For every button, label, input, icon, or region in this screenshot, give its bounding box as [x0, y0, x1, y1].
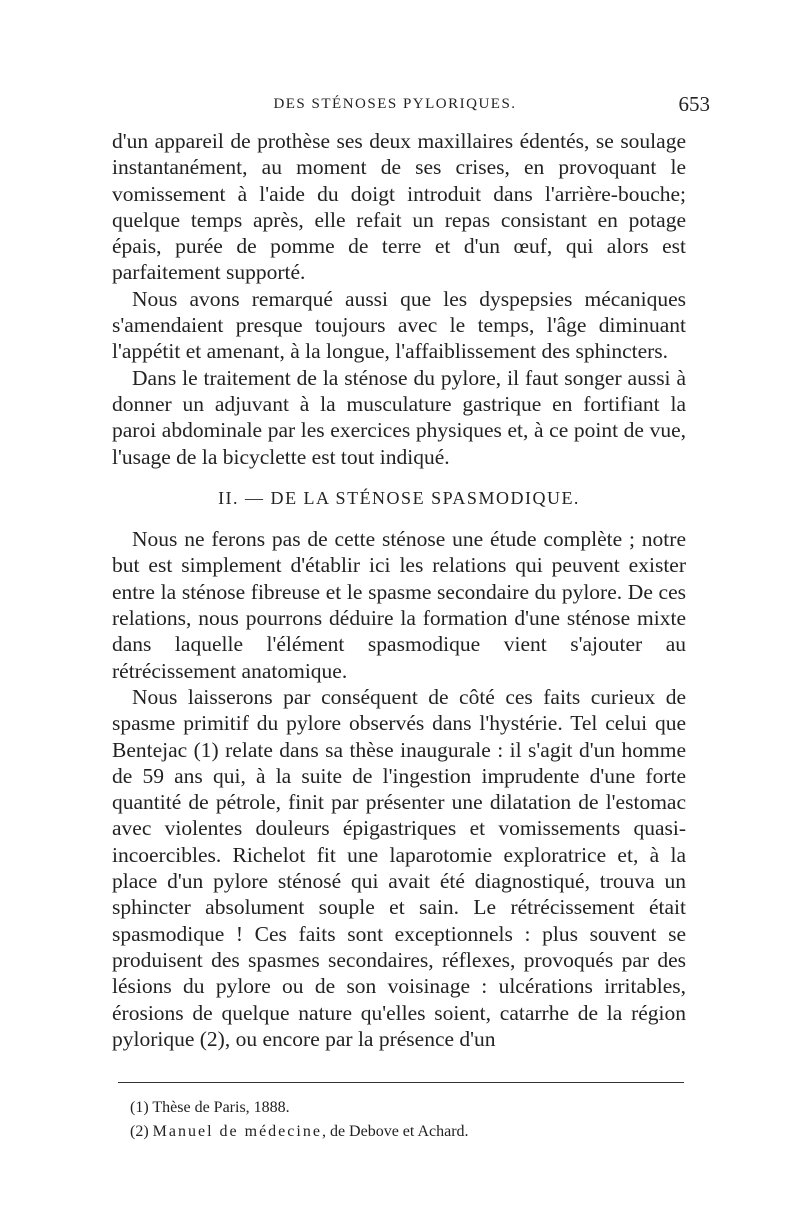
footnote-1: (1) Thèse de Paris, 1888. [130, 1099, 290, 1116]
footnote-2-marker: (2) [130, 1123, 153, 1140]
body-text [112, 128, 686, 1052]
section-heading [112, 485, 686, 511]
section-heading-number: II. — D [218, 487, 286, 508]
footnotes [130, 1096, 690, 1144]
footnote-2 [130, 1120, 690, 1144]
page-number: 653 [678, 92, 710, 116]
paragraph: Nous avons remarqué aussi que les dyspepsies mécaniques s'amendaient presque toujours avec le temps, l'âge diminuant l'appétit et amenant, à la longue, l'affaiblissement des sphincters. [112, 286, 686, 364]
paragraph-continued: d'un appareil de prothèse ses deux maxillaires édentés, se soulage instantanément, au moment de ses crises, en provoquant le vomissement à l'aide du doigt introduit dans l'arrière-bouche; quelque temps après, elle refait un repas consistant en potage épais, purée de pomme de terre et d'un œuf, qui alors est parfaitement supporté. [112, 129, 686, 285]
section-heading-title: E LA STÉNOSE SPASMODIQUE. [285, 487, 580, 508]
footnote-rule [118, 1082, 684, 1083]
paragraph: Nous laisserons par conséquent de côté ces faits curieux de spasme primitif du pylore observés dans l'hystérie. Tel celui que Bentejac (1) relate dans sa thèse inaugurale : il s'agit d'un homme de 59 ans qui, à la suite de l'ingestion imprudente d'une forte quantité de pétrole, finit par présenter une dilatation de l'estomac avec violentes douleurs épigastriques et vomissements quasi-incoercibles. Richelot fit une laparotomie exploratrice et, à la place d'un pylore sténosé qui avait été diagnostiqué, trouva un sphincter absolument souple et sain. Le rétrécissement était spasmodique ! Ces faits sont exceptionnels : plus souvent se produisent des spasmes secondaires, réflexes, provoqués par des lésions du pylore ou de son voisinage : ulcérations irritables, érosions de quelque nature qu'elles soient, catarrhe de la région pylorique (2), ou encore par la présence d'un [112, 684, 686, 1051]
paragraph: Dans le traitement de la sténose du pylore, il faut songer aussi à donner un adjuvant à la musculature gastrique en fortifiant la paroi abdominale par les exercices physiques et, à ce point de vue, l'usage de la bicyclette est tout indiqué. [112, 365, 686, 469]
footnote-2-authors: , de Debove et Achard. [321, 1123, 469, 1140]
paragraph: Nous ne ferons pas de cette sténose une étude complète ; notre but est simplement d'établir ici les relations qui peuvent exister entre la sténose fibreuse et le spasme secondaire du pylore. De ces relations, nous pourrons déduire la formation d'une sténose mixte dans laquelle l'élément spasmodique vient s'ajouter au rétrécissement anatomique. [112, 527, 686, 683]
running-head [110, 92, 710, 122]
footnote-2-title: Manuel de médecine [152, 1123, 322, 1140]
running-title: DES STÉNOSES PYLORIQUES. [273, 96, 517, 112]
